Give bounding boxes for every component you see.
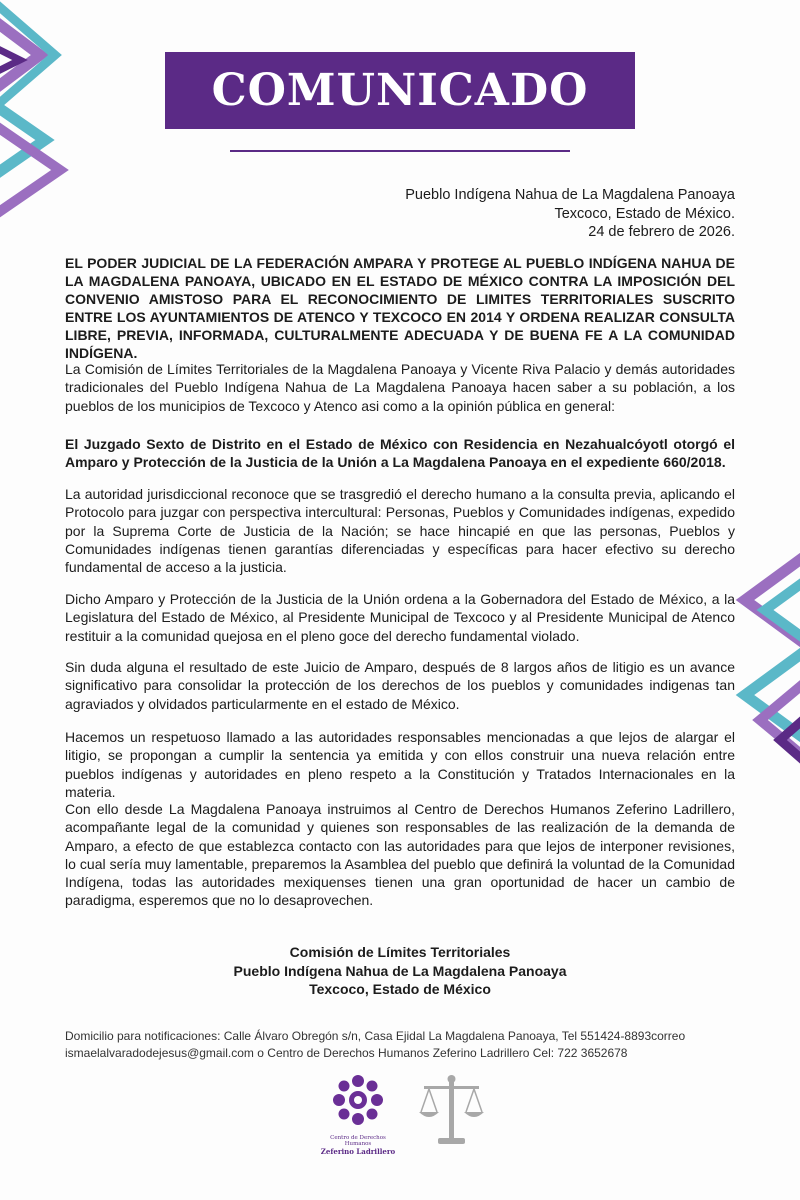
signature-block	[0, 943, 800, 999]
signature-line-commission: Comisión de Límites Territoriales	[289, 944, 511, 960]
date-line: 24 de febrero de 2026.	[588, 224, 735, 240]
place-line-city: Texcoco, Estado de México.	[554, 205, 735, 222]
chevron-decoration-top-left	[0, 0, 75, 230]
place-line-community: Pueblo Indígena Nahua de La Magdalena Panoaya	[405, 187, 735, 203]
paragraph-ruling: El Juzgado Sexto de Distrito en el Estado de México con Residencia en Nezahualcóyotl otorgó el Amparo y Protección de la Justicia de la Unión a La Magdalena Panoaya en el expediente 660/2018.	[65, 436, 735, 471]
logo-caption-small: Centro de Derechos Humanos	[330, 1135, 386, 1147]
flower-emblem-icon	[330, 1072, 386, 1128]
headline: EL PODER JUDICIAL DE LA FEDERACIÓN AMPARA Y PROTEGE AL PUEBLO INDÍGENA NAHUA DE LA MAGDALENA PANOAYA, UBICADO EN EL ESTADO DE MÉXICO CONTRA LA IMPOSICIÓN DEL CONVENIO AMISTOSO PARA EL RECONOCIMIENTO DE LIMITES TERRITORIALES SUSCRITO ENTRE LOS AYUNTAMIENTOS DE ATENCO Y TEXCOCO EN 2014 Y ORDENA REALIZAR CONSULTA LIBRE, PREVIA, INFORMADA, CULTURALMENTE ADECUADA Y DE BUENA FE A LA COMUNIDAD INDÍGENA.	[65, 255, 735, 361]
page-title: COMUNICADO	[211, 65, 589, 116]
place-and-date	[405, 186, 735, 242]
title-banner	[165, 52, 635, 129]
scales-of-justice-icon	[416, 1072, 486, 1152]
signature-line-location: Texcoco, Estado de México	[309, 981, 491, 997]
human-rights-center-logo	[318, 1072, 398, 1156]
signature-line-community: Pueblo Indígena Nahua de La Magdalena Panoaya	[233, 962, 567, 979]
paragraph-significance: Sin duda alguna el resultado de este Juicio de Amparo, después de 8 largos años de litigio es un avance significativo para consolidar la protección de los derechos de los pueblos y comunidades indigenas tan agraviados y olvidados particularmente en el estado de México.	[65, 659, 735, 712]
paragraph-recognition: La autoridad jurisdiccional reconoce que se trasgredió el derecho humano a la consulta previa, aplicando el Protocolo para juzgar con perspectiva intercultural: Personas, Pueblos y Comunidades indígenas, expedido por la Suprema Corte de Justicia de la Nación; se hace hincapié en que las personas, Pueblos y Comunidades indígenas tienen garantías diferenciadas y específicas para hacer efectivo su derecho fundamental de acceso a la justicia.	[65, 486, 735, 576]
title-divider	[230, 150, 570, 152]
paragraph-intro: La Comisión de Límites Territoriales de la Magdalena Panoaya y Vicente Riva Palacio y demás autoridades tradicionales del Pueblo Indígena Nahua de La Magdalena Panoaya hacen saber a su población, a los pueblos de los municipios de Texcoco y Atenco asi como a la opinión pública en general:	[65, 361, 735, 414]
paragraph-call: Hacemos un respetuoso llamado a las autoridades responsables mencionadas a que lejos de alargar el litigio, se propongan a cumplir la sentencia ya emitida y con ellos construir una nueva relación entre pueblos indígenas y autoridades en pleno respeto a la Constitución y Tratados Internacionales en la materia.	[65, 729, 735, 800]
footer-contact: Domicilio para notificaciones: Calle Álvaro Obregón s/n, Casa Ejidal La Magdalena Panoaya, Tel 551424-8893correo ismaelalvaradodejesus@gmail.com o Centro de Derechos Humanos Zeferino Ladrillero Cel: 722 3652678	[65, 1029, 686, 1060]
paragraph-order: Dicho Amparo y Protección de la Justicia de la Unión ordena a la Gobernadora del Estado de México, a la Legislatura del Estado de México, al Presidente Municipal de Texcoco y al Presidente Municipal de Atenco restituir a la comunidad quejosa en el pleno goce del derecho fundamental violado.	[65, 591, 735, 644]
paragraph-instruction: Con ello desde La Magdalena Panoaya instruimos al Centro de Derechos Humanos Zeferino Ladrillero, acompañante legal de la comunidad y quienes son responsables de las realización de la demanda de Amparo, a efecto de que establezca contacto con las autoridades para que lejos de interponer revisiones, lo cual sería muy lamentable, preparemos la Asamblea del pueblo que definirá la voluntad de la Comunidad Indígena, todas las autoridades mexiquenses tienen una gran oportunidad de hacer un cambio de paradigma, esperemos que no lo desaprovechen.	[65, 801, 735, 909]
chevron-decoration-right	[725, 545, 800, 805]
logo-caption-name: Zeferino Ladrillero	[320, 1147, 396, 1156]
